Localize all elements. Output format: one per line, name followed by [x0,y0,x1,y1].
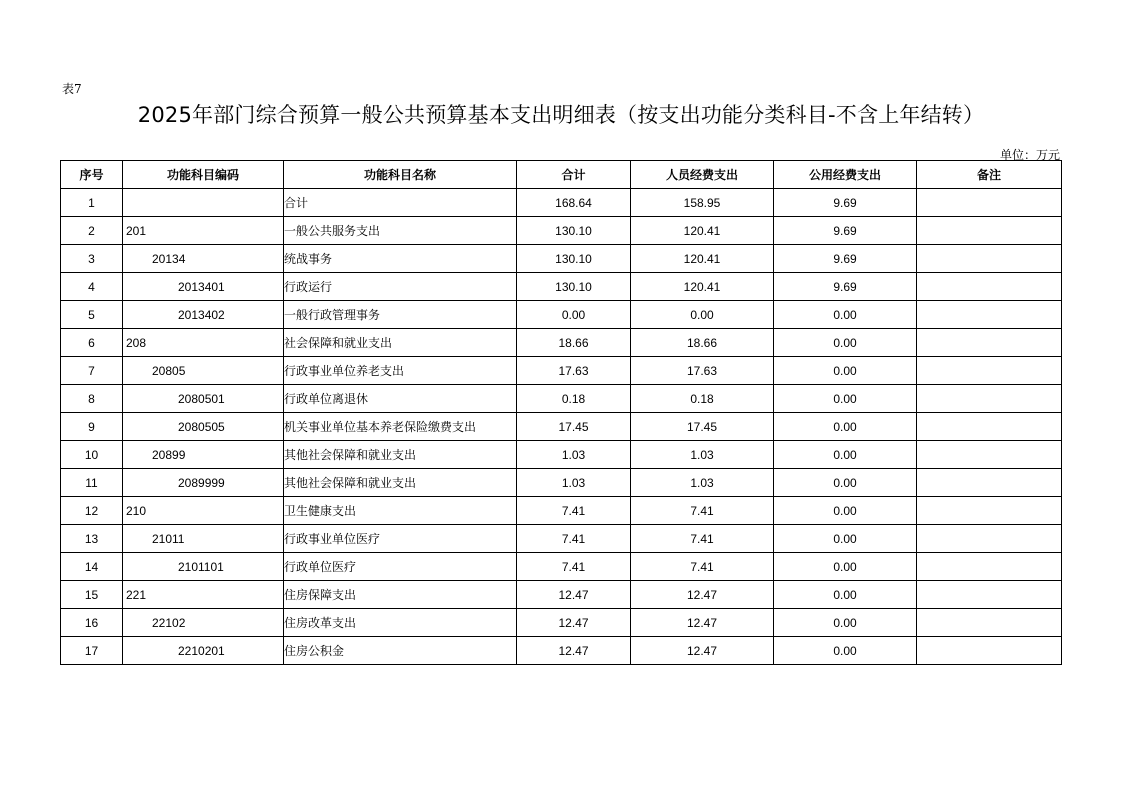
header-row [61,161,1062,189]
cell-code: 201 [123,217,284,245]
cell-name: 行政事业单位医疗 [284,525,517,553]
cell-personnel: 120.41 [631,245,774,273]
cell-index: 1 [61,189,123,217]
cell-total: 17.63 [517,357,631,385]
cell-note [917,609,1062,637]
cell-code: 2210201 [123,637,284,665]
cell-note [917,553,1062,581]
table-row [61,301,1062,329]
cell-name: 行政运行 [284,273,517,301]
cell-code: 20899 [123,441,284,469]
cell-total: 130.10 [517,273,631,301]
cell-personnel: 12.47 [631,637,774,665]
cell-total: 12.47 [517,609,631,637]
cell-public: 0.00 [774,581,917,609]
header-personnel: 人员经费支出 [631,161,774,189]
cell-index: 3 [61,245,123,273]
header-note: 备注 [917,161,1062,189]
cell-name: 机关事业单位基本养老保险缴费支出 [284,413,517,441]
cell-public: 0.00 [774,609,917,637]
page-title: 2025年部门综合预算一般公共预算基本支出明细表（按支出功能分类科目-不含上年结转） [137,103,985,127]
cell-total: 0.00 [517,301,631,329]
table-row [61,525,1062,553]
cell-total: 17.45 [517,413,631,441]
cell-code: 20134 [123,245,284,273]
cell-index: 9 [61,413,123,441]
cell-total: 7.41 [517,553,631,581]
unit-note: 单位：万元 [999,148,1060,162]
cell-note [917,525,1062,553]
cell-index: 6 [61,329,123,357]
cell-index: 7 [61,357,123,385]
cell-note [917,581,1062,609]
cell-code: 210 [123,497,284,525]
cell-personnel: 18.66 [631,329,774,357]
cell-note [917,217,1062,245]
cell-public: 9.69 [774,189,917,217]
cell-note [917,329,1062,357]
cell-personnel: 7.41 [631,497,774,525]
cell-total: 7.41 [517,525,631,553]
table-row [61,385,1062,413]
cell-index: 12 [61,497,123,525]
table-label: 表7 [62,82,82,96]
cell-personnel: 158.95 [631,189,774,217]
cell-name: 社会保障和就业支出 [284,329,517,357]
cell-public: 0.00 [774,525,917,553]
cell-name: 行政事业单位养老支出 [284,357,517,385]
table-row [61,357,1062,385]
cell-note [917,273,1062,301]
cell-name: 行政单位离退休 [284,385,517,413]
cell-public: 0.00 [774,385,917,413]
cell-name: 卫生健康支出 [284,497,517,525]
cell-name: 统战事务 [284,245,517,273]
table-row [61,217,1062,245]
cell-total: 130.10 [517,217,631,245]
cell-public: 0.00 [774,413,917,441]
cell-personnel: 0.18 [631,385,774,413]
cell-personnel: 1.03 [631,441,774,469]
cell-code: 2080505 [123,413,284,441]
table-row [61,329,1062,357]
cell-index: 14 [61,553,123,581]
cell-personnel: 120.41 [631,217,774,245]
cell-note [917,385,1062,413]
cell-note [917,413,1062,441]
cell-personnel: 7.41 [631,553,774,581]
cell-code: 2013402 [123,301,284,329]
cell-index: 17 [61,637,123,665]
table-row [61,413,1062,441]
cell-total: 0.18 [517,385,631,413]
cell-total: 7.41 [517,497,631,525]
cell-note [917,497,1062,525]
cell-code: 221 [123,581,284,609]
cell-note [917,245,1062,273]
cell-total: 12.47 [517,581,631,609]
table-row [61,189,1062,217]
cell-code: 20805 [123,357,284,385]
cell-personnel: 1.03 [631,469,774,497]
cell-name: 住房改革支出 [284,609,517,637]
cell-index: 16 [61,609,123,637]
cell-code: 2101101 [123,553,284,581]
cell-name: 一般行政管理事务 [284,301,517,329]
table-body [61,189,1062,665]
cell-index: 13 [61,525,123,553]
table-row [61,469,1062,497]
cell-name: 行政单位医疗 [284,553,517,581]
cell-public: 9.69 [774,217,917,245]
table-row [61,553,1062,581]
header-index: 序号 [61,161,123,189]
table-row [61,441,1062,469]
cell-personnel: 7.41 [631,525,774,553]
cell-public: 0.00 [774,553,917,581]
cell-index: 11 [61,469,123,497]
cell-index: 4 [61,273,123,301]
cell-total: 12.47 [517,637,631,665]
cell-index: 8 [61,385,123,413]
cell-code: 21011 [123,525,284,553]
cell-note [917,301,1062,329]
table-header [61,161,1062,189]
cell-note [917,469,1062,497]
cell-note [917,357,1062,385]
cell-note [917,441,1062,469]
cell-note [917,637,1062,665]
cell-index: 5 [61,301,123,329]
cell-code: 208 [123,329,284,357]
header-total: 合计 [517,161,631,189]
table-row [61,609,1062,637]
cell-public: 0.00 [774,637,917,665]
cell-personnel: 0.00 [631,301,774,329]
cell-index: 2 [61,217,123,245]
cell-total: 1.03 [517,441,631,469]
table-row [61,245,1062,273]
cell-code: 2080501 [123,385,284,413]
cell-total: 130.10 [517,245,631,273]
cell-total: 168.64 [517,189,631,217]
cell-public: 9.69 [774,245,917,273]
header-code: 功能科目编码 [123,161,284,189]
cell-public: 9.69 [774,273,917,301]
cell-public: 0.00 [774,329,917,357]
cell-name: 其他社会保障和就业支出 [284,469,517,497]
cell-index: 15 [61,581,123,609]
table-row [61,273,1062,301]
header-name: 功能科目名称 [284,161,517,189]
cell-name: 住房保障支出 [284,581,517,609]
cell-name: 其他社会保障和就业支出 [284,441,517,469]
cell-personnel: 17.45 [631,413,774,441]
cell-total: 1.03 [517,469,631,497]
header-public: 公用经费支出 [774,161,917,189]
budget-table [60,160,1062,665]
cell-code: 22102 [123,609,284,637]
cell-personnel: 12.47 [631,609,774,637]
table-row [61,637,1062,665]
cell-name: 一般公共服务支出 [284,217,517,245]
cell-personnel: 120.41 [631,273,774,301]
cell-public: 0.00 [774,441,917,469]
cell-total: 18.66 [517,329,631,357]
cell-note [917,189,1062,217]
cell-code: 2089999 [123,469,284,497]
cell-public: 0.00 [774,469,917,497]
table-row [61,497,1062,525]
cell-personnel: 17.63 [631,357,774,385]
cell-index: 10 [61,441,123,469]
cell-name: 住房公积金 [284,637,517,665]
cell-code: 2013401 [123,273,284,301]
cell-code [123,189,284,217]
cell-public: 0.00 [774,497,917,525]
cell-personnel: 12.47 [631,581,774,609]
table-row [61,581,1062,609]
cell-name: 合计 [284,189,517,217]
cell-public: 0.00 [774,301,917,329]
cell-public: 0.00 [774,357,917,385]
